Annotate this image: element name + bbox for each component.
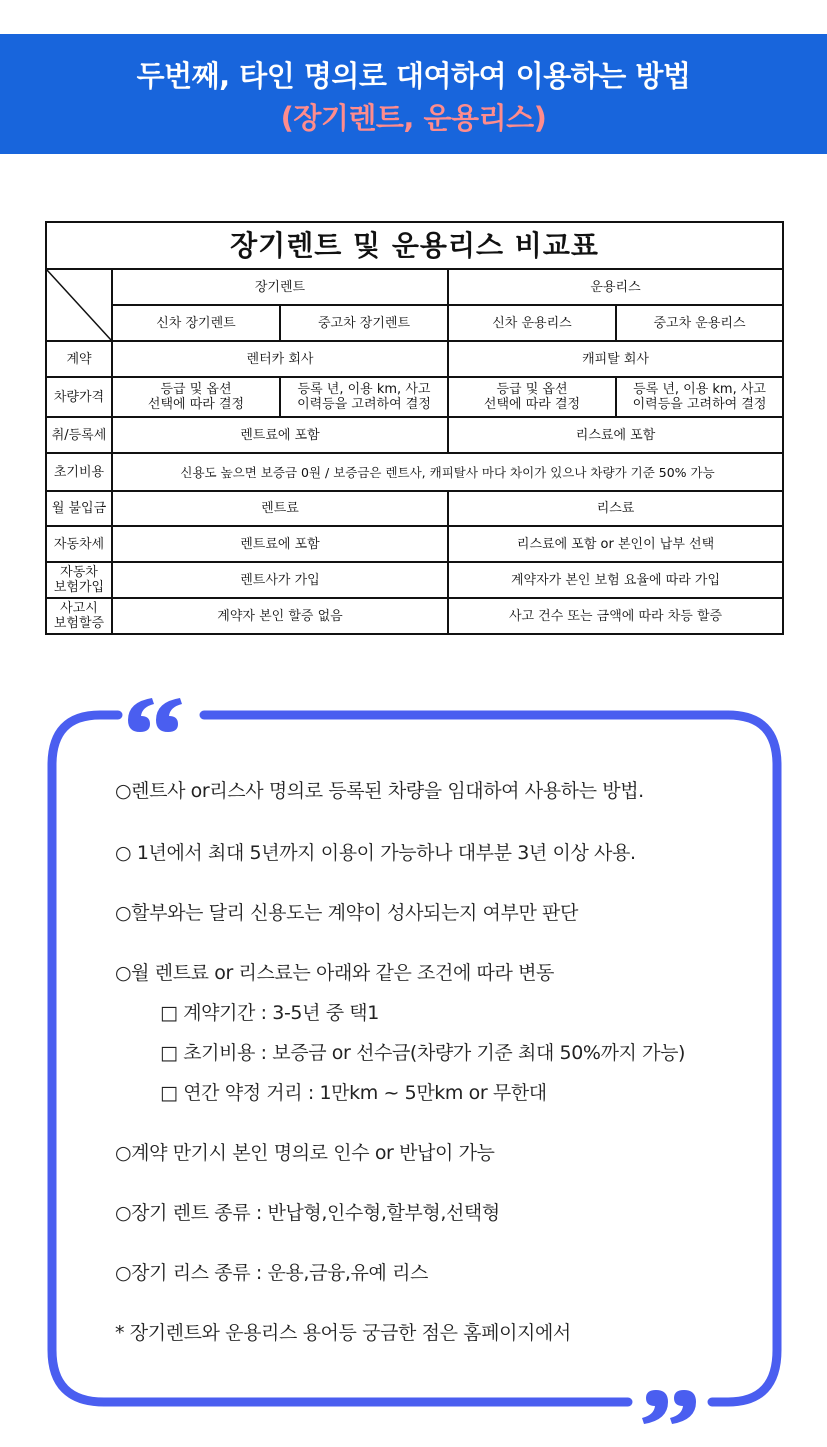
banner-subtitle: (장기렌트, 운용리스) xyxy=(280,101,547,135)
cell-insurance-lease: 계약자가 본인 보험 요율에 따라 가입 xyxy=(448,562,783,598)
cell-line: 등급 및 옵션 xyxy=(496,382,568,397)
cell-contract-lease: 캐피탈 회사 xyxy=(448,341,783,377)
list-item: ○할부와는 달리 신용도는 계약이 성사되는지 여부만 판단 xyxy=(115,902,578,924)
cell-line: 자동차 xyxy=(60,565,98,580)
close-quote-icon xyxy=(642,1390,696,1424)
cell-line: 이력등을 고려하여 결정 xyxy=(297,397,431,412)
banner-title: 두번째, 타인 명의로 대여하여 이용하는 방법 xyxy=(136,59,691,93)
cell-line: 이력등을 고려하여 결정 xyxy=(632,397,767,412)
diagonal-line-icon xyxy=(47,270,111,340)
cell-insurance-rent: 렌트사가 가입 xyxy=(112,562,448,598)
cell-monthly-rent: 렌트료 xyxy=(112,491,448,526)
footnote: * 장기렌트와 운용리스 용어등 궁금한 점은 홈페이지에서 xyxy=(115,1322,571,1344)
subheader-used-rent: 중고차 장기렌트 xyxy=(280,305,448,341)
cell-tax-rent: 렌트료에 포함 xyxy=(112,417,448,453)
row-label-price: 차량가격 xyxy=(46,377,112,417)
header-banner xyxy=(0,34,827,154)
list-item: ○장기 렌트 종류 : 반납형,인수형,할부형,선택형 xyxy=(115,1202,500,1224)
cell-car-tax-lease: 리스료에 포함 or 본인이 납부 선택 xyxy=(448,526,783,562)
cell-line: 선택에 따라 결정 xyxy=(483,397,581,412)
open-quote-icon xyxy=(128,698,182,732)
cell-monthly-lease: 리스료 xyxy=(448,491,783,526)
cell-accident-lease: 사고 건수 또는 금액에 따라 차등 할증 xyxy=(448,598,783,634)
cell-line: 등록 년, 이용 km, 사고 xyxy=(297,382,431,397)
cell-initial-cost: 신용도 높으면 보증금 0원 / 보증금은 렌트사, 캐피탈사 마다 차이가 있으나 차량가 기준 50% 가능 xyxy=(112,453,783,491)
subheader-used-lease: 중고차 운용리스 xyxy=(616,305,783,341)
cell-contract-rent: 렌터카 회사 xyxy=(112,341,448,377)
subheader-new-rent: 신차 장기렌트 xyxy=(112,305,280,341)
row-label-tax: 취/등록세 xyxy=(46,417,112,453)
list-item: ○장기 리스 종류 : 운용,금융,유예 리스 xyxy=(115,1262,429,1284)
cell-line: 등록 년, 이용 km, 사고 xyxy=(633,382,766,397)
list-item: ○월 렌트료 or 리스료는 아래와 같은 조건에 따라 변동 xyxy=(115,962,555,984)
row-label-contract: 계약 xyxy=(46,341,112,377)
list-item: ○ 1년에서 최대 5년까지 이용이 가능하나 대부분 3년 이상 사용. xyxy=(115,842,636,864)
cell-price-used-lease xyxy=(616,377,783,417)
cell-tax-lease: 리스료에 포함 xyxy=(448,417,783,453)
list-item: ○계약 만기시 본인 명의로 인수 or 반납이 가능 xyxy=(115,1142,495,1164)
subheader-new-lease: 신차 운용리스 xyxy=(448,305,616,341)
sub-list-item: □ 연간 약정 거리 : 1만km ~ 5만km or 무한대 xyxy=(160,1082,547,1104)
cell-price-used-rent xyxy=(280,377,448,417)
cell-car-tax-rent: 렌트료에 포함 xyxy=(112,526,448,562)
table-title: 장기렌트 및 운용리스 비교표 xyxy=(46,222,783,269)
cell-price-new-lease xyxy=(448,377,616,417)
group-header-lease: 운용리스 xyxy=(448,269,783,305)
cell-line: 보험가입 xyxy=(53,580,105,595)
cell-price-new-rent xyxy=(112,377,280,417)
row-label-monthly: 월 불입금 xyxy=(46,491,112,526)
group-header-rent: 장기렌트 xyxy=(112,269,448,305)
list-item: ○렌트사 or리스사 명의로 등록된 차량을 임대하여 사용하는 방법. xyxy=(115,780,644,802)
sub-list-item: □ 계약기간 : 3-5년 중 택1 xyxy=(160,1002,379,1024)
row-label-initial-cost: 초기비용 xyxy=(46,453,112,491)
cell-line: 등급 및 옵션 xyxy=(160,382,232,397)
cell-line: 보험할증 xyxy=(53,616,105,631)
quote-box xyxy=(0,680,827,1447)
cell-accident-rent: 계약자 본인 할증 없음 xyxy=(112,598,448,634)
row-label-insurance xyxy=(46,562,112,598)
cell-line: 사고시 xyxy=(60,601,98,616)
sub-list-item: □ 초기비용 : 보증금 or 선수금(차량가 기준 최대 50%까지 가능) xyxy=(160,1042,686,1064)
cell-line: 선택에 따라 결정 xyxy=(147,397,245,412)
row-label-car-tax: 자동차세 xyxy=(46,526,112,562)
row-label-accident xyxy=(46,598,112,634)
comparison-table xyxy=(45,221,784,635)
corner-diagonal-cell xyxy=(46,269,112,341)
